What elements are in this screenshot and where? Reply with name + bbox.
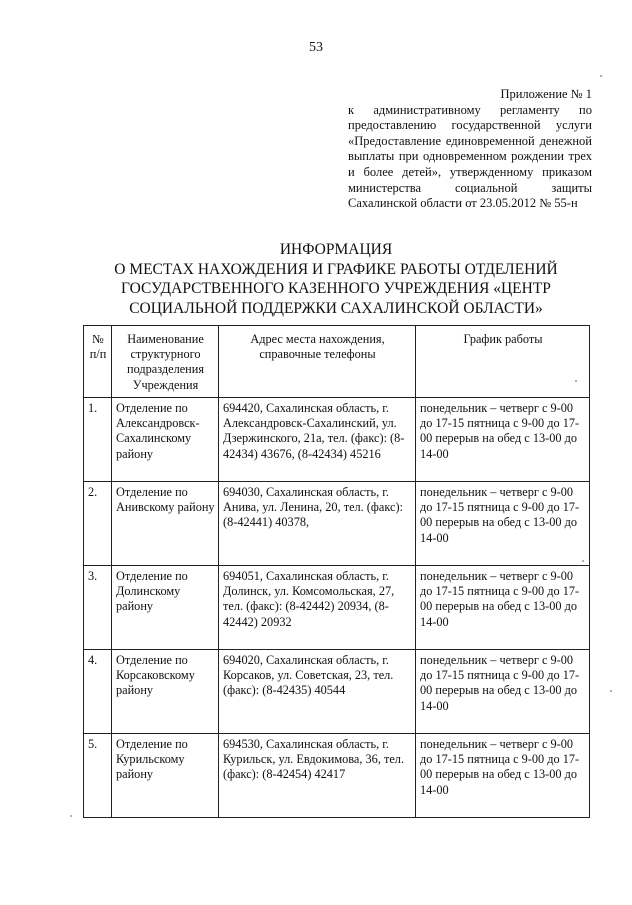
header-unit: Наименование структурного подразделения Учреждения — [112, 326, 219, 398]
heading-line-3: ГОСУДАРСТВЕННОГО КАЗЕННОГО УЧРЕЖДЕНИЯ «ЦЕНТР — [121, 280, 551, 297]
heading-line-4: СОЦИАЛЬНОЙ ПОДДЕРЖКИ САХАЛИНСКОЙ ОБЛАСТИ» — [129, 299, 543, 317]
row-num: 3. — [84, 566, 112, 650]
row-unit: Отделение по Корсаковскому району — [112, 650, 219, 734]
row-schedule: понедельник – четверг с 9-00 до 17-15 пятница с 9-00 до 17-00 перерыв на обед с 13-00 до 14-00 — [416, 482, 590, 566]
row-unit: Отделение по Александровск-Сахалинскому району — [112, 398, 219, 482]
document-heading — [60, 240, 612, 318]
header-schedule: График работы — [416, 326, 590, 398]
appendix-body: к административному регламенту по предоставлению государственной услуги «Предоставление единовременной денежной выплаты при одновременном рождении трех и более детей», утвержденному приказом министерства социальной защиты Сахалинской области от 23.05.2012 № 55-н — [348, 102, 592, 211]
scan-speck — [70, 815, 72, 817]
page-number: 53 — [309, 40, 323, 55]
heading-line-1: ИНФОРМАЦИЯ — [279, 241, 393, 258]
row-address: 694530, Сахалинская область, г. Курильск, ул. Евдокимова, 36, тел. (факс): (8-42454) 42417 — [219, 734, 416, 818]
appendix-title: Приложение № 1 — [500, 87, 592, 101]
header-address: Адрес места нахождения, справочные телефоны — [219, 326, 416, 398]
row-num: 4. — [84, 650, 112, 734]
header-num: № п/п — [84, 326, 112, 398]
table-row — [84, 650, 590, 734]
table-row — [84, 566, 590, 650]
scan-speck — [600, 75, 602, 77]
scan-speck — [582, 560, 584, 562]
scan-speck — [610, 690, 612, 692]
appendix-block — [348, 87, 592, 212]
row-schedule: понедельник – четверг с 9-00 до 17-15 пятница с 9-00 до 17-00 перерыв на обед с 13-00 до 14-00 — [416, 734, 590, 818]
offices-table — [83, 325, 590, 818]
row-address: 694051, Сахалинская область, г. Долинск, ул. Комсомольская, 27, тел. (факс): (8-42442) 20934, (8-42442) 20932 — [219, 566, 416, 650]
row-unit: Отделение по Курильскому району — [112, 734, 219, 818]
row-unit: Отделение по Долинскому району — [112, 566, 219, 650]
row-address: 694420, Сахалинская область, г. Александровск-Сахалинский, ул. Дзержинского, 21а, тел. (факс): (8-42434) 43676, (8-42434) 45216 — [219, 398, 416, 482]
table-row — [84, 734, 590, 818]
heading-line-2: О МЕСТАХ НАХОЖДЕНИЯ И ГРАФИКЕ РАБОТЫ ОТДЕЛЕНИЙ — [114, 260, 558, 278]
row-num: 5. — [84, 734, 112, 818]
row-address: 694020, Сахалинская область, г. Корсаков, ул. Советская, 23, тел. (факс): (8-42435) 40544 — [219, 650, 416, 734]
table-row — [84, 482, 590, 566]
row-num: 2. — [84, 482, 112, 566]
row-num: 1. — [84, 398, 112, 482]
row-unit: Отделение по Анивскому району — [112, 482, 219, 566]
table-row — [84, 398, 590, 482]
table-header-row — [84, 326, 590, 398]
row-schedule: понедельник – четверг с 9-00 до 17-15 пятница с 9-00 до 17-00 перерыв на обед с 13-00 до 14-00 — [416, 650, 590, 734]
scan-speck — [575, 380, 577, 382]
row-schedule: понедельник – четверг с 9-00 до 17-15 пятница с 9-00 до 17-00 перерыв на обед с 13-00 до 14-00 — [416, 566, 590, 650]
row-address: 694030, Сахалинская область, г. Анива, ул. Ленина, 20, тел. (факс): (8-42441) 40378, — [219, 482, 416, 566]
row-schedule: понедельник – четверг с 9-00 до 17-15 пятница с 9-00 до 17-00 перерыв на обед с 13-00 до 14-00 — [416, 398, 590, 482]
